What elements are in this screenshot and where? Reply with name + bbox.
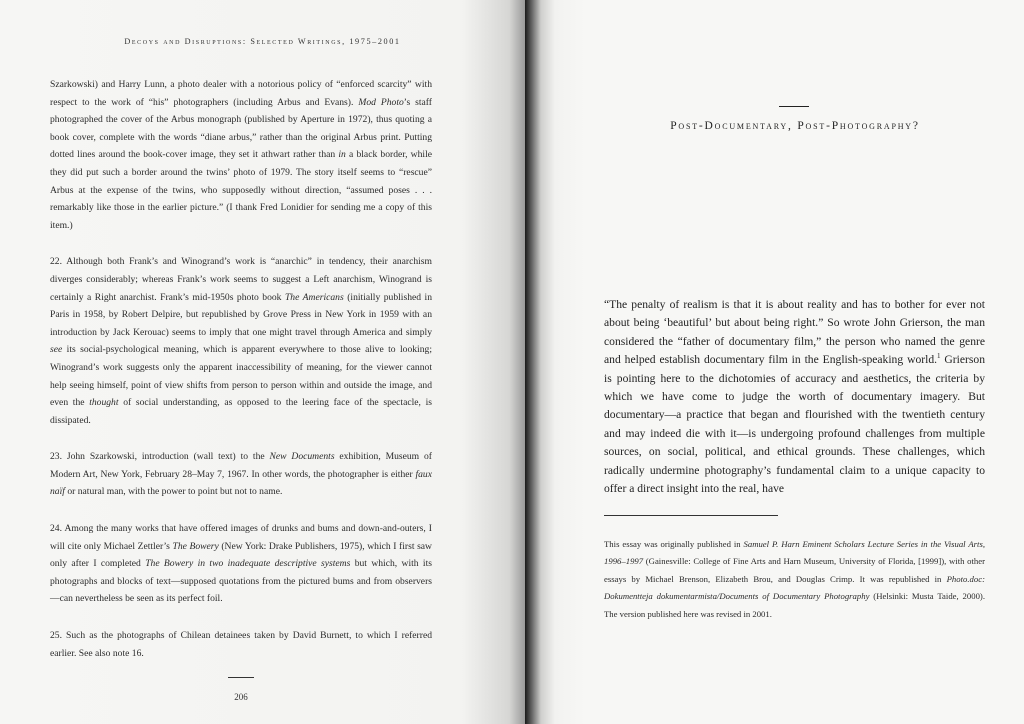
italic-text: New Documents	[269, 451, 335, 463]
text-run: ’s staff photographed the cover of the Arbus monograph (published by Aperture in 1972), thus quoting a book cover, complete with the words “diane arbus,” rather than the original Arbus print. Putting dotted lines around the book-cover image, they set it athwart rather than	[50, 96, 433, 161]
text-run: 22. Although both Frank’s and Winogrand’s work is “anarchic” in tendency, their anarchism diverges considerably; whereas Frank’s work seems to suggest a Left anarchism, Winogrand is certainly a Right anarchist. Frank’s mid-1950s photo book	[50, 256, 432, 303]
source-footnote	[604, 536, 985, 623]
italic-text: The Bowery	[172, 540, 219, 552]
page-number: 206	[234, 692, 248, 702]
text-run: but which, with its photographs and blocks of text—supposed quotations from the pictured bums and from observers—can nevertheless be seen as its perfect foil.	[50, 558, 432, 605]
italic-text: faux naïf	[50, 468, 432, 498]
text-run: Grierson is pointing here to the dichotomies of accuracy and aesthetics, the criteria by which we have come to judge the worth of documentary imagery. But documentary—a practice that began and flourished with the twentieth century and may indeed die with it—is undergoing profound challenges from multiple sources, on social, political, and ethical grounds. These challenges, which radically undermine photography’s fundamental claim to a unique capacity to offer a direct insight into the real, have	[604, 353, 985, 496]
italic-text: Mod Photo	[358, 96, 404, 108]
text-run: 24. Among the many works that have offered images of drunks and bums and down-and-outers, I will cite only Michael Zettler’s	[50, 523, 432, 552]
text-run: This essay was originally published in	[604, 539, 744, 549]
title-rule	[779, 106, 809, 107]
italic-text: Samuel P. Harn Eminent Scholars Lecture Series in the Visual Arts, 1996–1997	[604, 539, 985, 567]
text-run: (Gainesville: College of Fine Arts and Harn Museum, University of Florida, [1999]), with other essays by Michael Brenson, Elizabeth Brou, and Douglas Crimp. It was republished in	[604, 556, 985, 584]
page-number-rule	[228, 677, 254, 678]
chapter-title: Post-Documentary, Post-Photography?	[670, 120, 920, 132]
endnote	[50, 520, 432, 608]
text-run: or natural man, with the power to point but not to name.	[64, 486, 283, 498]
text-run: a black border, while they did put such a border around the twins’ photo of 1979. The story itself seems to “rescue” Arbus at the expense of the twins, who supposedly without direction, “assumed poses . . . remarkably like those in the earlier picture.” (I thank Fred Lonidier for sending me a copy of this item.)	[50, 149, 432, 231]
running-head: Decoys and Disruptions: Selected Writings, 1975–2001	[124, 37, 401, 46]
text-run: exhibition, Museum of Modern Art, New York, February 28–May 7, 1967. In other words, the photographer is either	[50, 451, 432, 480]
italic-text: Photo.doc: Dokumentteja dokumentarmista/Documents of Documentary Photography	[604, 573, 985, 602]
italic-text: see	[50, 344, 63, 356]
endnote	[50, 76, 432, 234]
italic-text: in	[338, 149, 346, 161]
text-run: of social understanding, as opposed to the leering face of the spectacle, is dissipated.	[50, 397, 432, 426]
text-run: 25. Such as the photographs of Chilean detainees taken by David Burnett, to which I referred earlier. See also note 16.	[50, 630, 432, 659]
body-text	[604, 296, 985, 498]
endnote	[50, 253, 432, 429]
endnote	[50, 448, 432, 501]
text-run: 23. John Szarkowski, introduction (wall text) to the	[50, 451, 270, 463]
text-run: (initially published in Paris in 1958, by Robert Delpire, but republished by Grove Press in New York in 1959 with an introduction by Jack Kerouac) seems to imply that one might travel through America and simply	[50, 291, 433, 338]
text-run: (New York: Drake Publishers, 1975), which I first saw only after I completed	[50, 540, 432, 570]
footnote-rule	[604, 515, 778, 516]
italic-text: The Americans	[284, 291, 344, 303]
body-paragraph	[604, 296, 985, 498]
text-run: its social-psychological meaning, which is apparent everywhere to those alive to looking; Winogrand’s work suggests only the apparent inaccessibility of meaning, for the viewer cannot help seeing himself, point of view shifts from person to person within and outside the image, and even the	[50, 344, 432, 409]
endnote	[50, 627, 432, 662]
text-run: Szarkowski) and Harry Lunn, a photo dealer with a notorious policy of “enforced scarcity” with respect to the work of “his” photographers (including Arbus and Evans).	[50, 79, 432, 108]
italic-text: thought	[89, 397, 119, 409]
italic-text: The Bowery in two inadequate descriptive systems	[145, 558, 351, 570]
footnote-marker: 1	[937, 352, 941, 361]
text-run: (Helsinki: Musta Taide, 2000). The version published here was revised in 2001.	[604, 591, 985, 619]
endnotes	[50, 76, 432, 681]
text-run: “The penalty of realism is that it is about reality and has to bother for ever not about being ‘beautiful’ but about being right.” So wrote John Grierson, the man considered the “father of documentary film,” the person who named the genre and helped establish documentary film in the English-speaking world.	[604, 298, 985, 367]
